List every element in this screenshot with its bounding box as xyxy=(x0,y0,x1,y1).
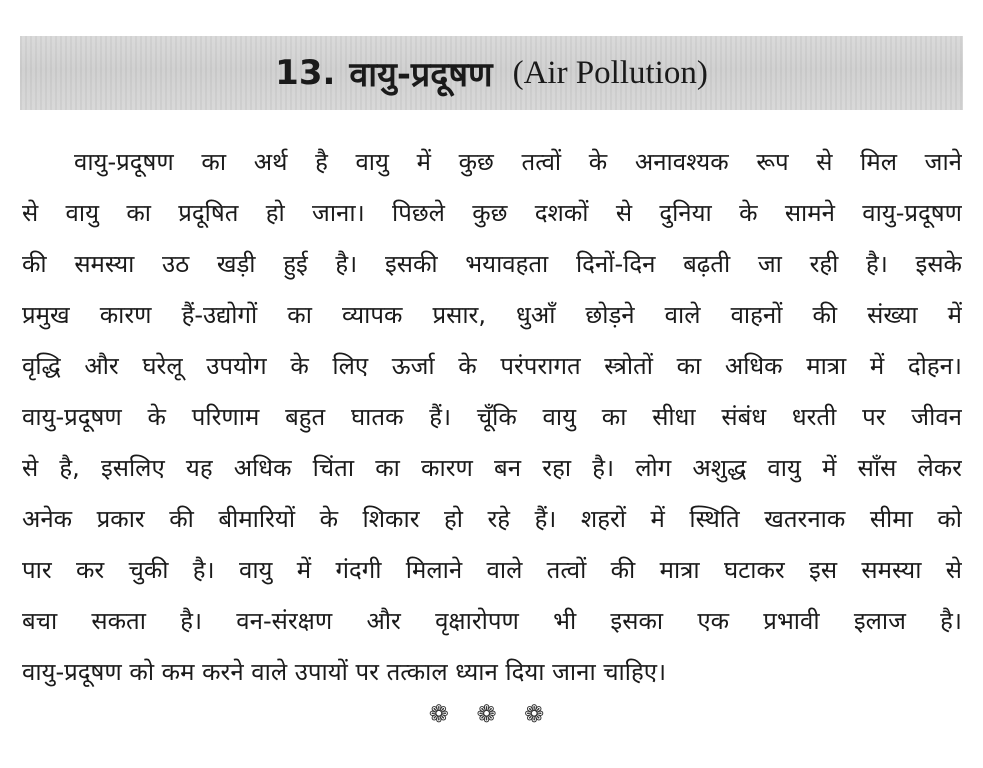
paragraph-line: वायु-प्रदूषण का अर्थ है वायु में कुछ तत्वों के अनावश्यक रूप से मिल जाने xyxy=(74,148,962,176)
paragraph-line: बचा सकता है। वन-संरक्षण और वृक्षारोपण भी इसका एक प्रभावी इलाज है। xyxy=(22,607,962,635)
paragraph-line: पार कर चुकी है। वायु में गंदगी मिलाने वाले तत्वों की मात्रा घटाकर इस समस्या से xyxy=(22,556,962,584)
essay-title-english: (Air Pollution) xyxy=(512,54,708,91)
paragraph-line: वृद्धि और घरेलू उपयोग के लिए ऊर्जा के परंपरागत स्त्रोतों का अधिक मात्रा में दोहन। xyxy=(22,352,962,380)
essay-title-hindi: वायु-प्रदूषण xyxy=(349,55,493,95)
chapter-number: 13. xyxy=(275,53,336,93)
decorative-ornament: ❁ ❁ ❁ xyxy=(428,700,555,728)
essay-paragraph xyxy=(22,137,962,698)
title-banner xyxy=(20,36,963,110)
paragraph-line: प्रमुख कारण हैं-उद्योगों का व्यापक प्रसार, धुआँ छोड़ने वाले वाहनों की संख्या में xyxy=(22,301,962,329)
paragraph-line: से है, इसलिए यह अधिक चिंता का कारण बन रहा है। लोग अशुद्ध वायु में साँस लेकर xyxy=(22,454,962,482)
paragraph-line: की समस्या उठ खड़ी हुई है। इसकी भयावहता दिनों-दिन बढ़ती जा रही है। इसके xyxy=(22,250,962,278)
paragraph-line: अनेक प्रकार की बीमारियों के शिकार हो रहे हैं। शहरों में स्थिति खतरनाक सीमा को xyxy=(22,505,962,533)
paragraph-line: वायु-प्रदूषण के परिणाम बहुत घातक हैं। चूँकि वायु का सीधा संबंध धरती पर जीवन xyxy=(22,403,962,431)
paragraph-line: वायु-प्रदूषण को कम करने वाले उपायों पर तत्काल ध्यान दिया जाना चाहिए। xyxy=(22,658,667,686)
paragraph-line: से वायु का प्रदूषित हो जाना। पिछले कुछ दशकों से दुनिया के सामने वायु-प्रदूषण xyxy=(22,199,962,227)
